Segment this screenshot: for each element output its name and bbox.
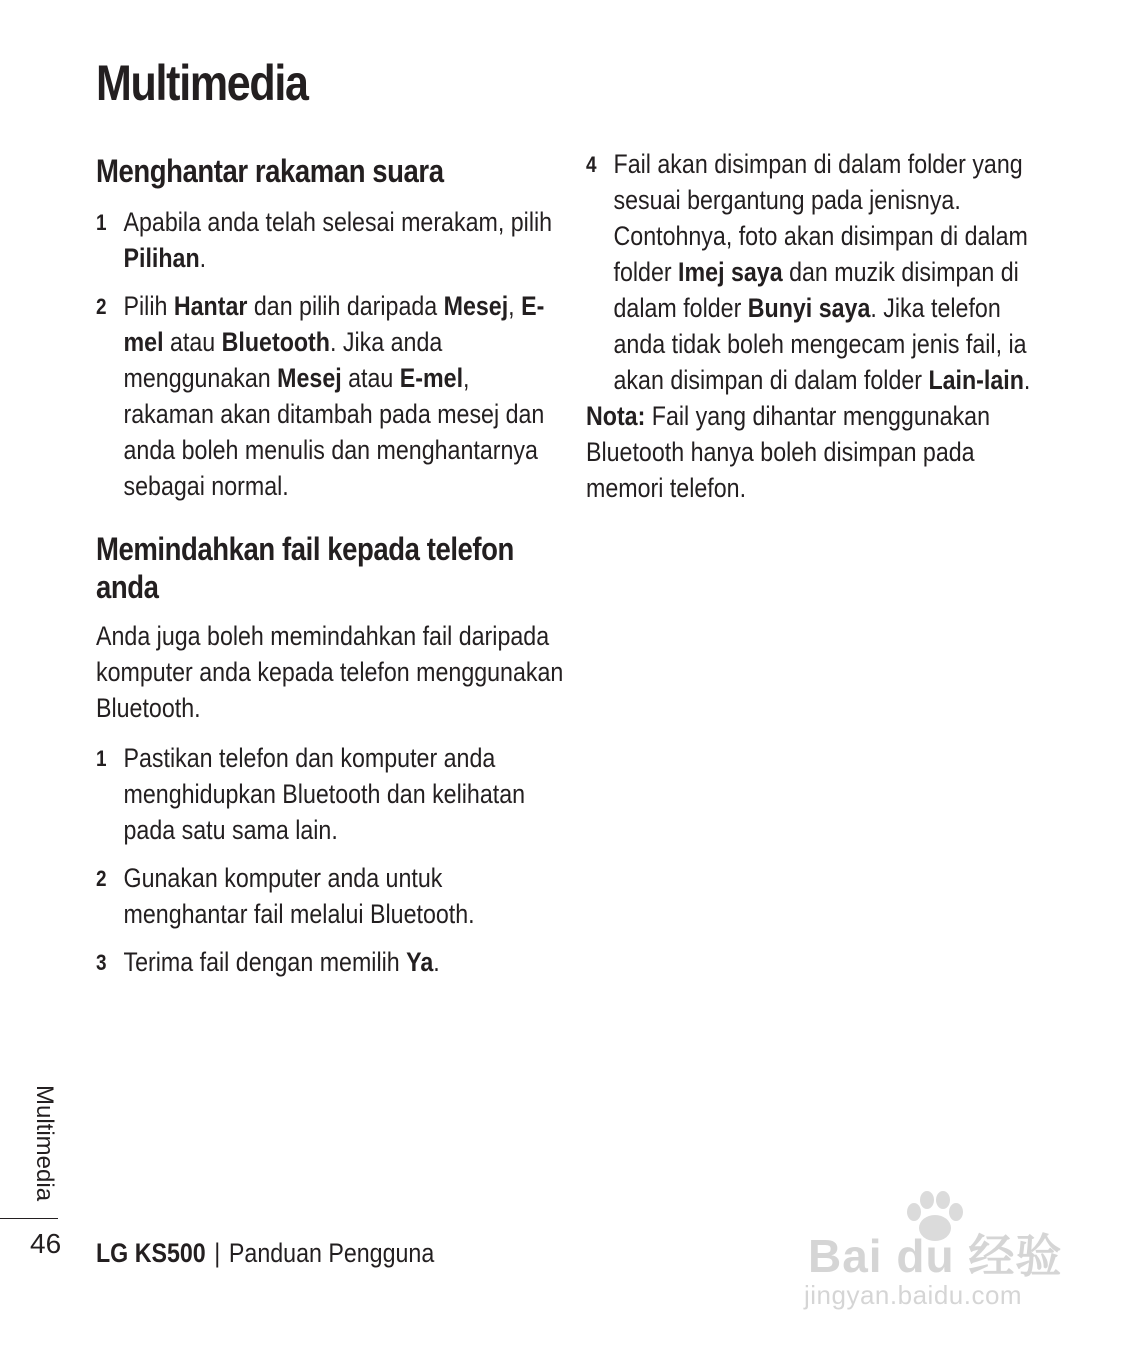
list-item <box>96 860 565 932</box>
side-divider <box>0 1218 58 1219</box>
step-text: Terima fail dengan memilih Ya. <box>123 947 440 977</box>
watermark-url: jingyan.baidu.com <box>804 1280 1023 1310</box>
step-text: Pastikan telefon dan komputer anda menghidupkan Bluetooth dan kelihatan pada satu sama lain. <box>123 743 526 845</box>
list-item <box>96 944 565 982</box>
step-text: Fail akan disimpan di dalam folder yang sesuai bergantung pada jenisnya. Contohnya, foto akan disimpan di dalam folder Imej saya dan muzik disimpan di dalam folder Bunyi saya. Jika telefon anda tidak boleh mengecam jenis fail, ia akan disimpan di dalam folder Lain-lain. <box>613 149 1031 395</box>
step-number: 2 <box>96 294 107 319</box>
footer-model: LG KS500 <box>96 1238 206 1268</box>
step-number: 2 <box>96 866 107 891</box>
footer-separator: | <box>214 1238 221 1268</box>
baidu-watermark <box>800 1190 1070 1320</box>
watermark-logo-text: Bai du 经验 <box>808 1230 1063 1282</box>
list-item <box>96 288 565 504</box>
note-label: Nota: <box>586 401 646 431</box>
step-number: 3 <box>96 950 107 975</box>
side-section-label: Multimedia <box>31 1085 58 1202</box>
note-paragraph: Nota: Fail yang dihantar menggunakan Bluetooth hanya boleh disimpan pada memori telefon. <box>586 401 991 503</box>
step-number: 4 <box>586 152 597 177</box>
section-heading-send-recording: Menghantar rakaman suara <box>96 153 444 189</box>
page-number: 46 <box>30 1228 62 1259</box>
step-text: Pilih Hantar dan pilih daripada Mesej, E-mel atau Bluetooth. Jika anda menggunakan Mesej atau E-mel, rakaman akan ditambah pada mesej dan anda boleh menulis dan menghantarnya sebagai normal. <box>123 291 545 501</box>
list-item <box>586 146 1055 398</box>
step-number: 1 <box>96 210 107 235</box>
send-recording-steps <box>96 204 565 504</box>
list-item <box>96 204 565 276</box>
left-column <box>96 146 566 982</box>
step-text: Apabila anda telah selesai merakam, pilih Pilihan. <box>123 207 553 273</box>
footer-title: Panduan Pengguna <box>228 1238 435 1268</box>
transfer-steps <box>96 740 565 982</box>
list-item <box>96 740 565 848</box>
section-intro: Anda juga boleh memindahkan fail daripada komputer anda kepada telefon menggunakan Bluetooth. <box>96 621 564 723</box>
section-heading-transfer-files: Memindahkan fail kepada telefon anda <box>96 531 514 605</box>
page-title: Multimedia <box>96 55 308 111</box>
right-column <box>586 146 1056 506</box>
step-number: 1 <box>96 746 107 771</box>
footer <box>96 1238 434 1269</box>
step-text: Gunakan komputer anda untuk menghantar fail melalui Bluetooth. <box>123 863 475 929</box>
